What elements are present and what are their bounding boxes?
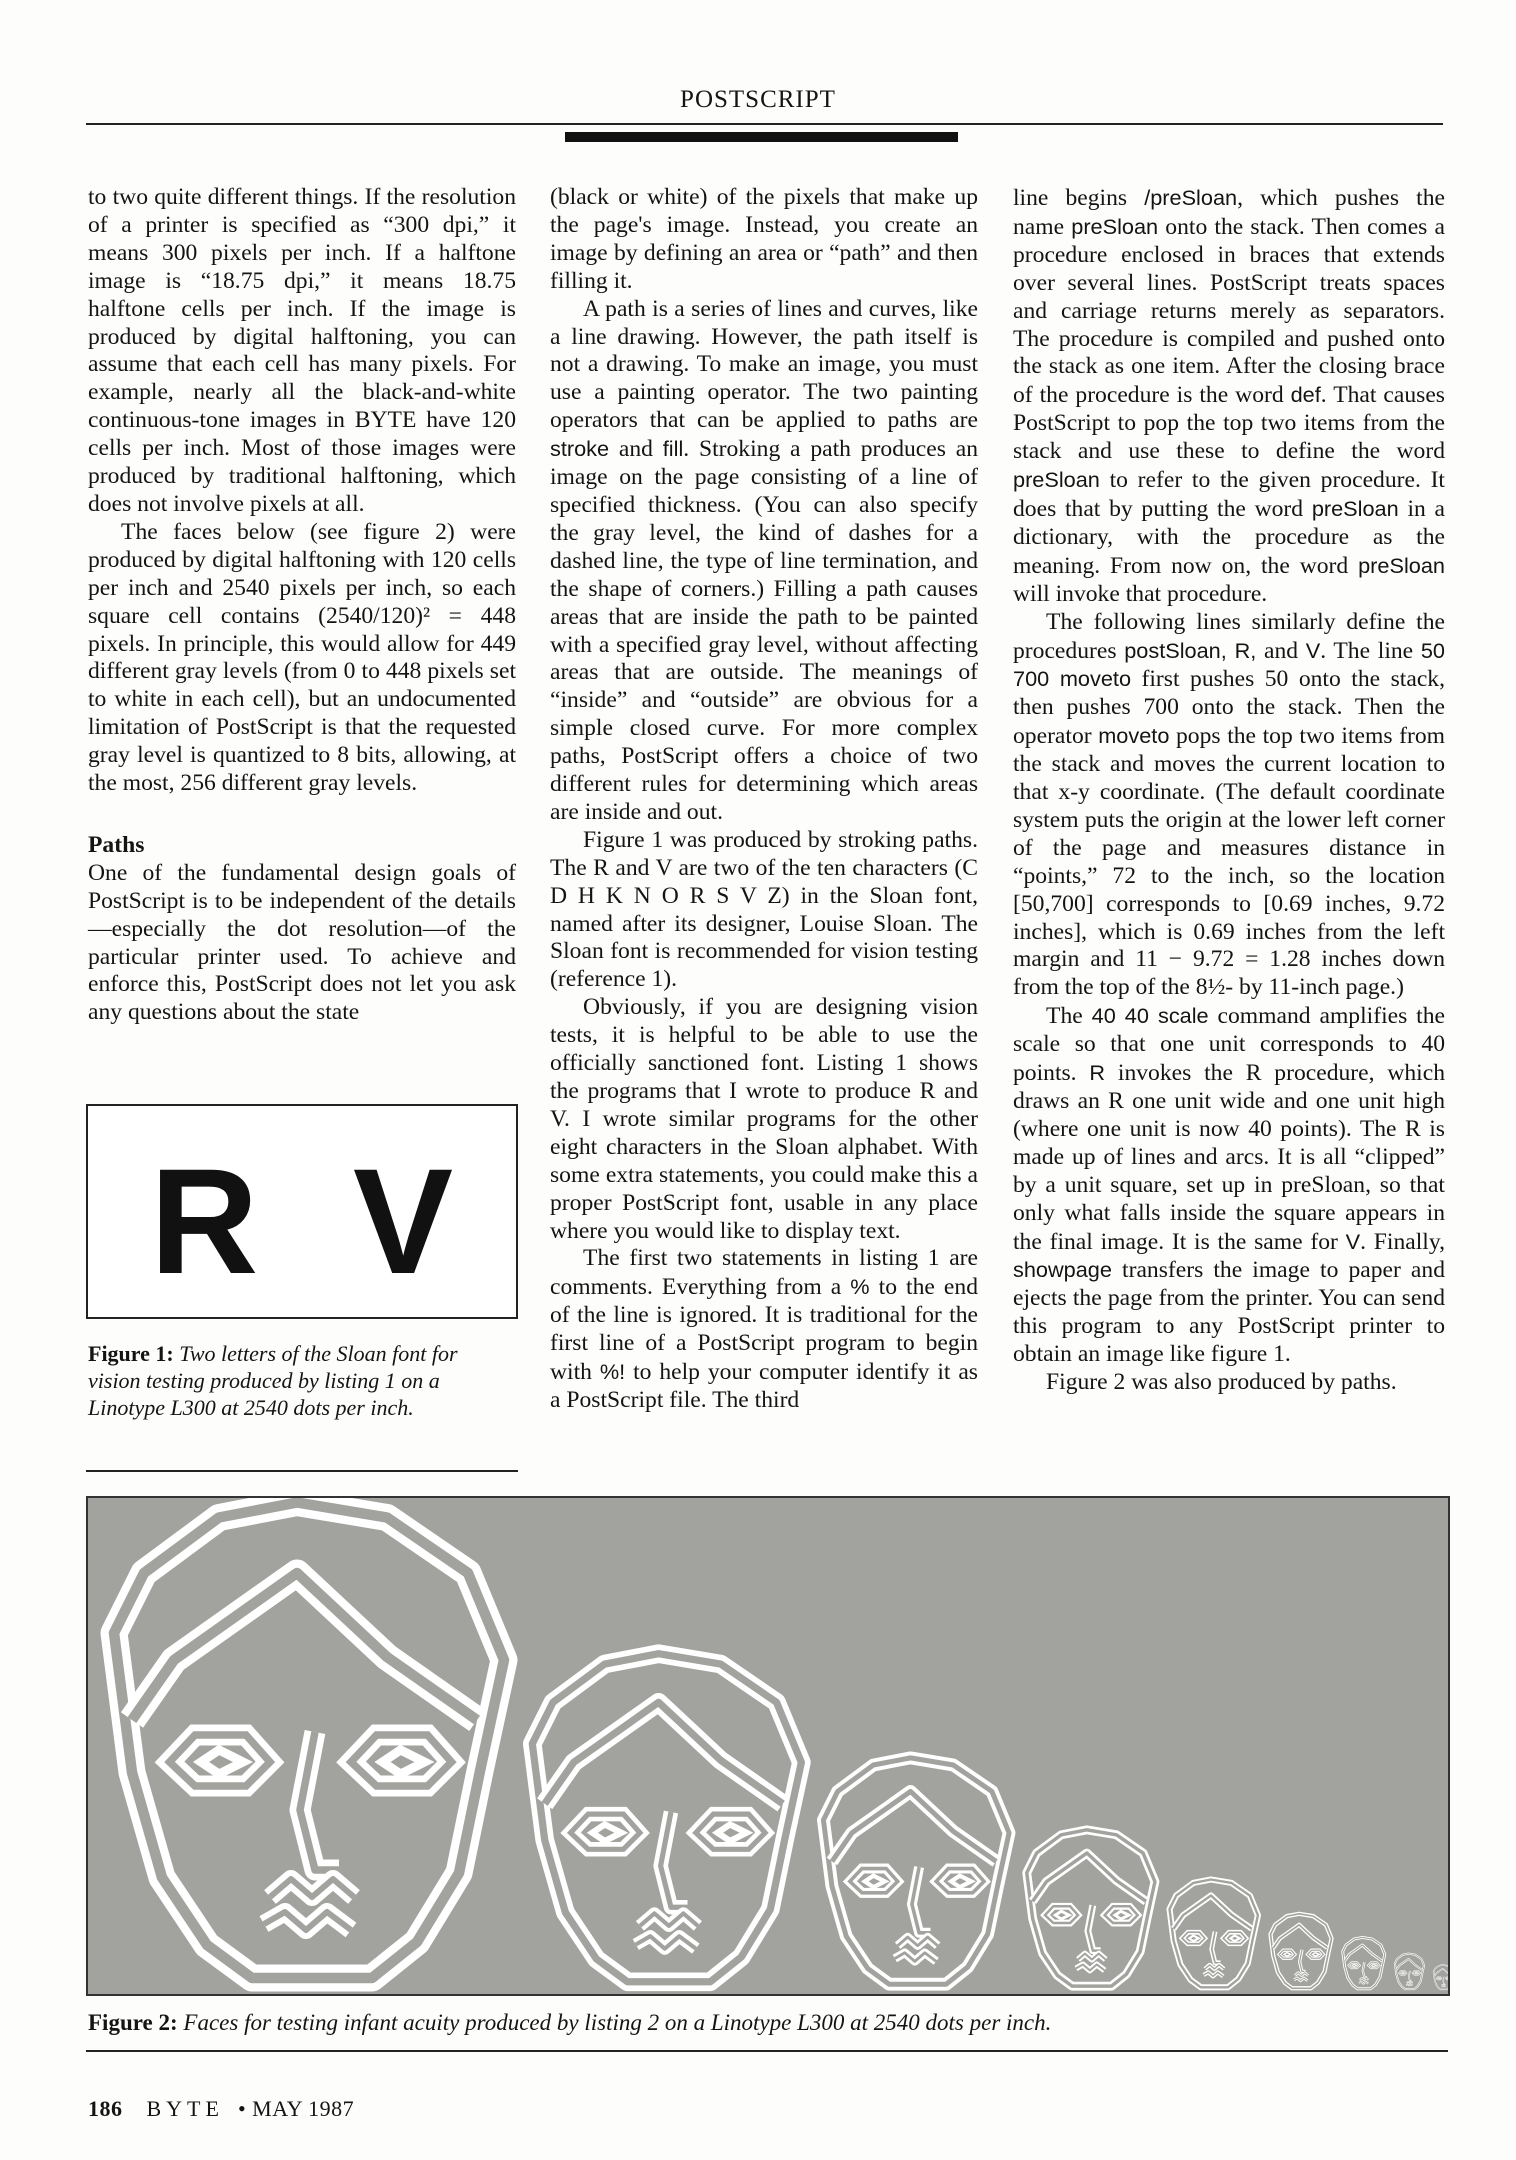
column-1 [88,184,516,1027]
faces-drawing [88,1498,1448,1994]
face-8 [1395,1954,1424,1990]
col3-paragraph-2: The following lines similarly define the procedures postSloan, R, and V. The line 50 700 moveto first pushes 50 onto the stack, then pushes 700 onto the stack. Then the operator moveto pops the top two items from the stack and moves the current location to that x-y coordinate. (The default coordinate system puts the origin at the lower left corner of the page and measures distance in “points,” 72 to the inch, so the location [50,700] corresponds to [0.69 inches, 9.72 inches], which is 0.69 inches from the left margin and 11 − 9.72 = 1.28 inches down from the top of the 8½- by 11-inch page.) [1013,608,1445,1001]
column-3 [1013,184,1445,1397]
column-2 [550,184,978,1415]
code-fill: fill [662,436,684,462]
header-rule [86,123,1443,125]
col2-paragraph-1: (black or white) of the pixels that make up the page's image. Instead, you create an image by defining an area or “path” and then filling it. [550,184,978,294]
face-5 [1170,1880,1258,1988]
figure-2-label: Figure 2: [88,2010,178,2035]
col2-paragraph-2: A path is a series of lines and curves, like a line drawing. However, the path itself is not a drawing. To make an image, you must use a painting operator. The two painting operators that can be applied to paths are stroke and fill. Stroking a path produces an image on the page consisting of a line of specified thickness. (You can also specify the gray level, the kind of dashes for a dashed line, the type of line termination, and the shape of corners.) Filling a path causes areas that are inside the path to be painted with a specified gray level, without affecting areas that are outside. The meanings of “inside” and “outside” are obvious for a simple closed curve. For more complex paths, PostScript offers a choice of two different rules for determining which areas are inside and out. [550,295,978,825]
figure-2-image [86,1496,1450,1996]
face-3 [823,1758,1009,1984]
face-9 [1434,1965,1448,1989]
col2-paragraph-5: The first two statements in listing 1 are comments. Everything from a % to the end of the line is ignored. It is traditional for the first line of a PostScript program to begin with %! to help your computer identify it as a PostScript file. The third [550,1245,978,1413]
col3-paragraph-4: Figure 2 was also produced by paths. [1046,1369,1397,1396]
col1-paragraph-2: The faces below (see figure 2) were produced by digital halftoning with 120 cells per inch and 2540 pixels per inch, so each square cell contains (2540/120)² = 448 pixels. In principle, this would allow for 449 different gray levels (from 0 to 448 pixels set to white in each cell), but an undocumented limitation of PostScript is that the requested gray level is quantized to 8 bits, allowing, at the most, 256 different gray levels. [88,518,516,797]
sloan-letter-r: R [150,1137,259,1305]
col1-paragraph-1: to two quite different things. If the resolution of a printer is specified as “300 dpi,” it means 300 pixels per inch. If a halftone image is “18.75 dpi,” it means 18.75 halftone cells per inch. If the image is produced by digital halftoning, you can assume that each cell has many pixels. For example, nearly all the black-and-white continuous-tone images in BYTE have 120 cells per inch. Most of those images were produced by traditional halftoning, which does not involve pixels at all. [88,184,516,517]
code-percent-bang: %! [599,1359,626,1385]
col2-paragraph-4: Obviously, if you are designing vision tests, it is helpful to be able to use the officially sanctioned font. Listing 1 shows the programs that I wrote to produce R and V. I wrote similar programs for the other eight characters in the Sloan alphabet. With some extra statements, you could make this a proper PostScript font, usable in any place where you would like to display text. [550,994,978,1244]
figure-1-image [86,1104,518,1319]
sloan-letter-v: V [353,1137,454,1305]
figure-1-label: Figure 1: [88,1341,174,1366]
col3-paragraph-1: line begins /preSloan, which pushes the name preSloan onto the stack. Then comes a procedure enclosed in braces that extends over several lines. PostScript treats spaces and carriage returns merely as separators. The procedure is compiled and pushed onto the stack as one item. After the closing brace of the procedure is the word def. That causes PostScript to pop the top two items from the stack and use these to define the word preSloan to refer to the given procedure. It does that by putting the word preSloan in a dictionary, with the procedure as the meaning. From now on, the word preSloan will invoke that procedure. [1013,185,1445,607]
figure-2-caption [88,2010,1444,2036]
face-4 [1027,1830,1155,1986]
figure-1-caption [88,1340,508,1421]
face-1 [114,1503,504,1979]
page-footer [88,2096,354,2122]
col1-paragraph-3: One of the fundamental design goals of PostScript is to be independent of the details—especially the dot resolution—of the particular printer used. To achieve and enforce this, PostScript does not let you ask any questions about the state [88,859,516,1026]
figure-2-rule [86,2050,1448,2052]
face-6 [1270,1914,1331,1988]
col2-paragraph-3: Figure 1 was produced by stroking paths. The R and V are two of the ten characters (C D H K N O R S V Z) in the Sloan font, named after its designer, Louise Sloan. The Sloan font is recommended for vision testing (reference 1). [550,826,978,993]
figure-2-caption-text: Faces for testing infant acuity produced by listing 2 on a Linotype L300 at 2540 dots per inch. [183,2010,1052,2035]
footer-separator: • [237,2096,247,2121]
issue-date: MAY 1987 [252,2096,355,2121]
face-2 [532,1654,801,1982]
code-stroke: stroke [550,436,610,462]
magazine-name: BYTE [146,2096,224,2121]
running-header: POSTSCRIPT [680,86,836,113]
section-heading-paths: Paths [88,831,145,858]
figure-1-rule [86,1470,518,1472]
face-7 [1343,1937,1385,1988]
page-number: 186 [88,2096,123,2121]
header-bar [565,132,958,142]
col3-paragraph-3: The 40 40 scale command amplifies the scale so that one unit corresponds to 40 points. R invokes the R procedure, which draws an R one unit wide and one unit high (where one unit is now 40 points). The R is made up of lines and arcs. It is all “clipped” by a unit square, set up in preSloan, so that only what falls inside the square appears in the final image. It is the same for V. Finally, showpage transfers the image to paper and ejects the page from the printer. You can send this program to any PostScript printer to obtain an image like figure 1. [1013,1003,1446,1368]
code-percent: % [850,1274,870,1300]
figure-1-caption-text: Two letters of the Sloan font for vision testing produced by listing 1 on a Linotype L300 at 2540 dots per inch. [88,1341,458,1420]
